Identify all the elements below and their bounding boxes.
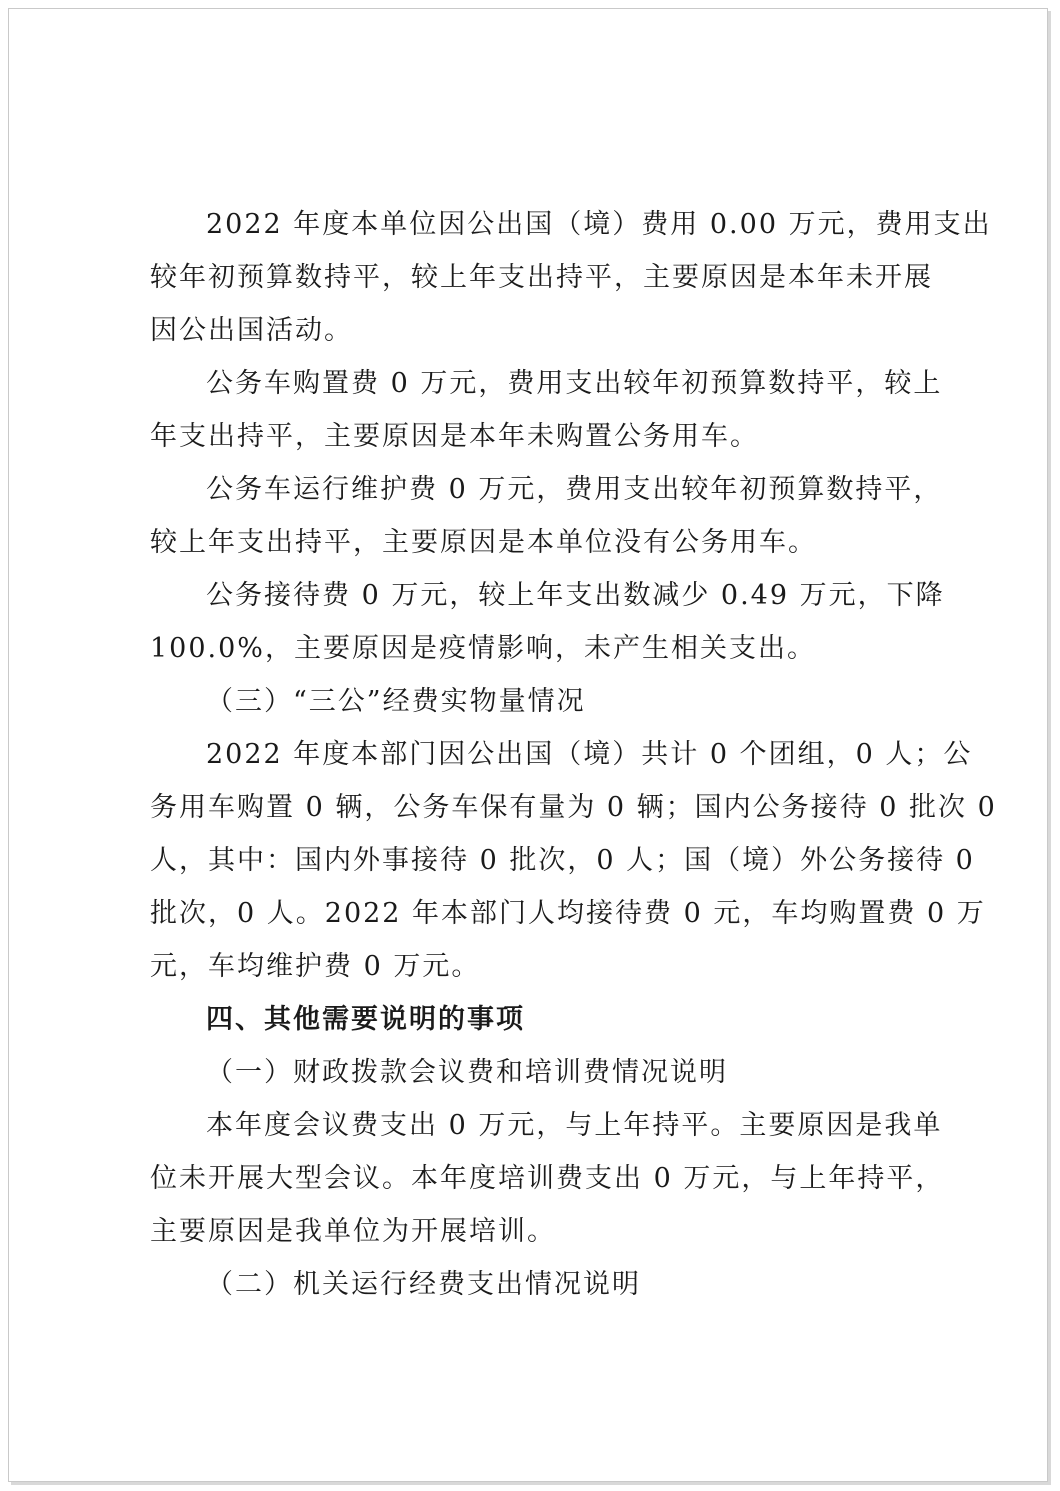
paragraph-line: 2022 年度本部门因公出国（境）共计 0 个团组，0 人；公: [206, 739, 973, 770]
subsection-heading: （一）财政拨款会议费和培训费情况说明: [206, 1057, 728, 1088]
paragraph-line: 公务车购置费 0 万元，费用支出较年初预算数持平，较上: [206, 368, 943, 399]
paragraph-line: 务用车购置 0 辆，公务车保有量为 0 辆；国内公务接待 0 批次 0: [150, 792, 997, 823]
paragraph-line: 公务接待费 0 万元，较上年支出数减少 0.49 万元，下降: [206, 580, 945, 611]
paragraph-line: 人，其中：国内外事接待 0 批次，0 人；国（境）外公务接待 0: [150, 845, 975, 876]
paragraph-line: 本年度会议费支出 0 万元，与上年持平。主要原因是我单: [206, 1110, 943, 1141]
subsection-heading: （二）机关运行经费支出情况说明: [206, 1269, 641, 1300]
paragraph-line: 100.0%，主要原因是疫情影响，未产生相关支出。: [150, 633, 816, 664]
paragraph-line: 较年初预算数持平，较上年支出持平，主要原因是本年未开展: [150, 262, 933, 293]
paragraph-line: 因公出国活动。: [150, 315, 353, 346]
paragraph-line: 2022 年度本单位因公出国（境）费用 0.00 万元，费用支出: [206, 209, 992, 240]
section-heading: （三）“三公”经费实物量情况: [206, 686, 586, 717]
paragraph-line: 年支出持平，主要原因是本年未购置公务用车。: [150, 421, 759, 452]
paragraph-line: 批次，0 人。2022 年本部门人均接待费 0 元，车均购置费 0 万: [150, 898, 986, 929]
paragraph-line: 公务车运行维护费 0 万元，费用支出较年初预算数持平，: [206, 474, 943, 505]
paragraph-line: 元，车均维护费 0 万元。: [150, 951, 481, 982]
paragraph-line: 较上年支出持平，主要原因是本单位没有公务用车。: [150, 527, 817, 558]
section-heading: 四、其他需要说明的事项: [206, 1004, 525, 1035]
paragraph-line: 位未开展大型会议。本年度培训费支出 0 万元，与上年持平，: [150, 1163, 945, 1194]
paragraph-line: 主要原因是我单位为开展培训。: [150, 1216, 556, 1247]
